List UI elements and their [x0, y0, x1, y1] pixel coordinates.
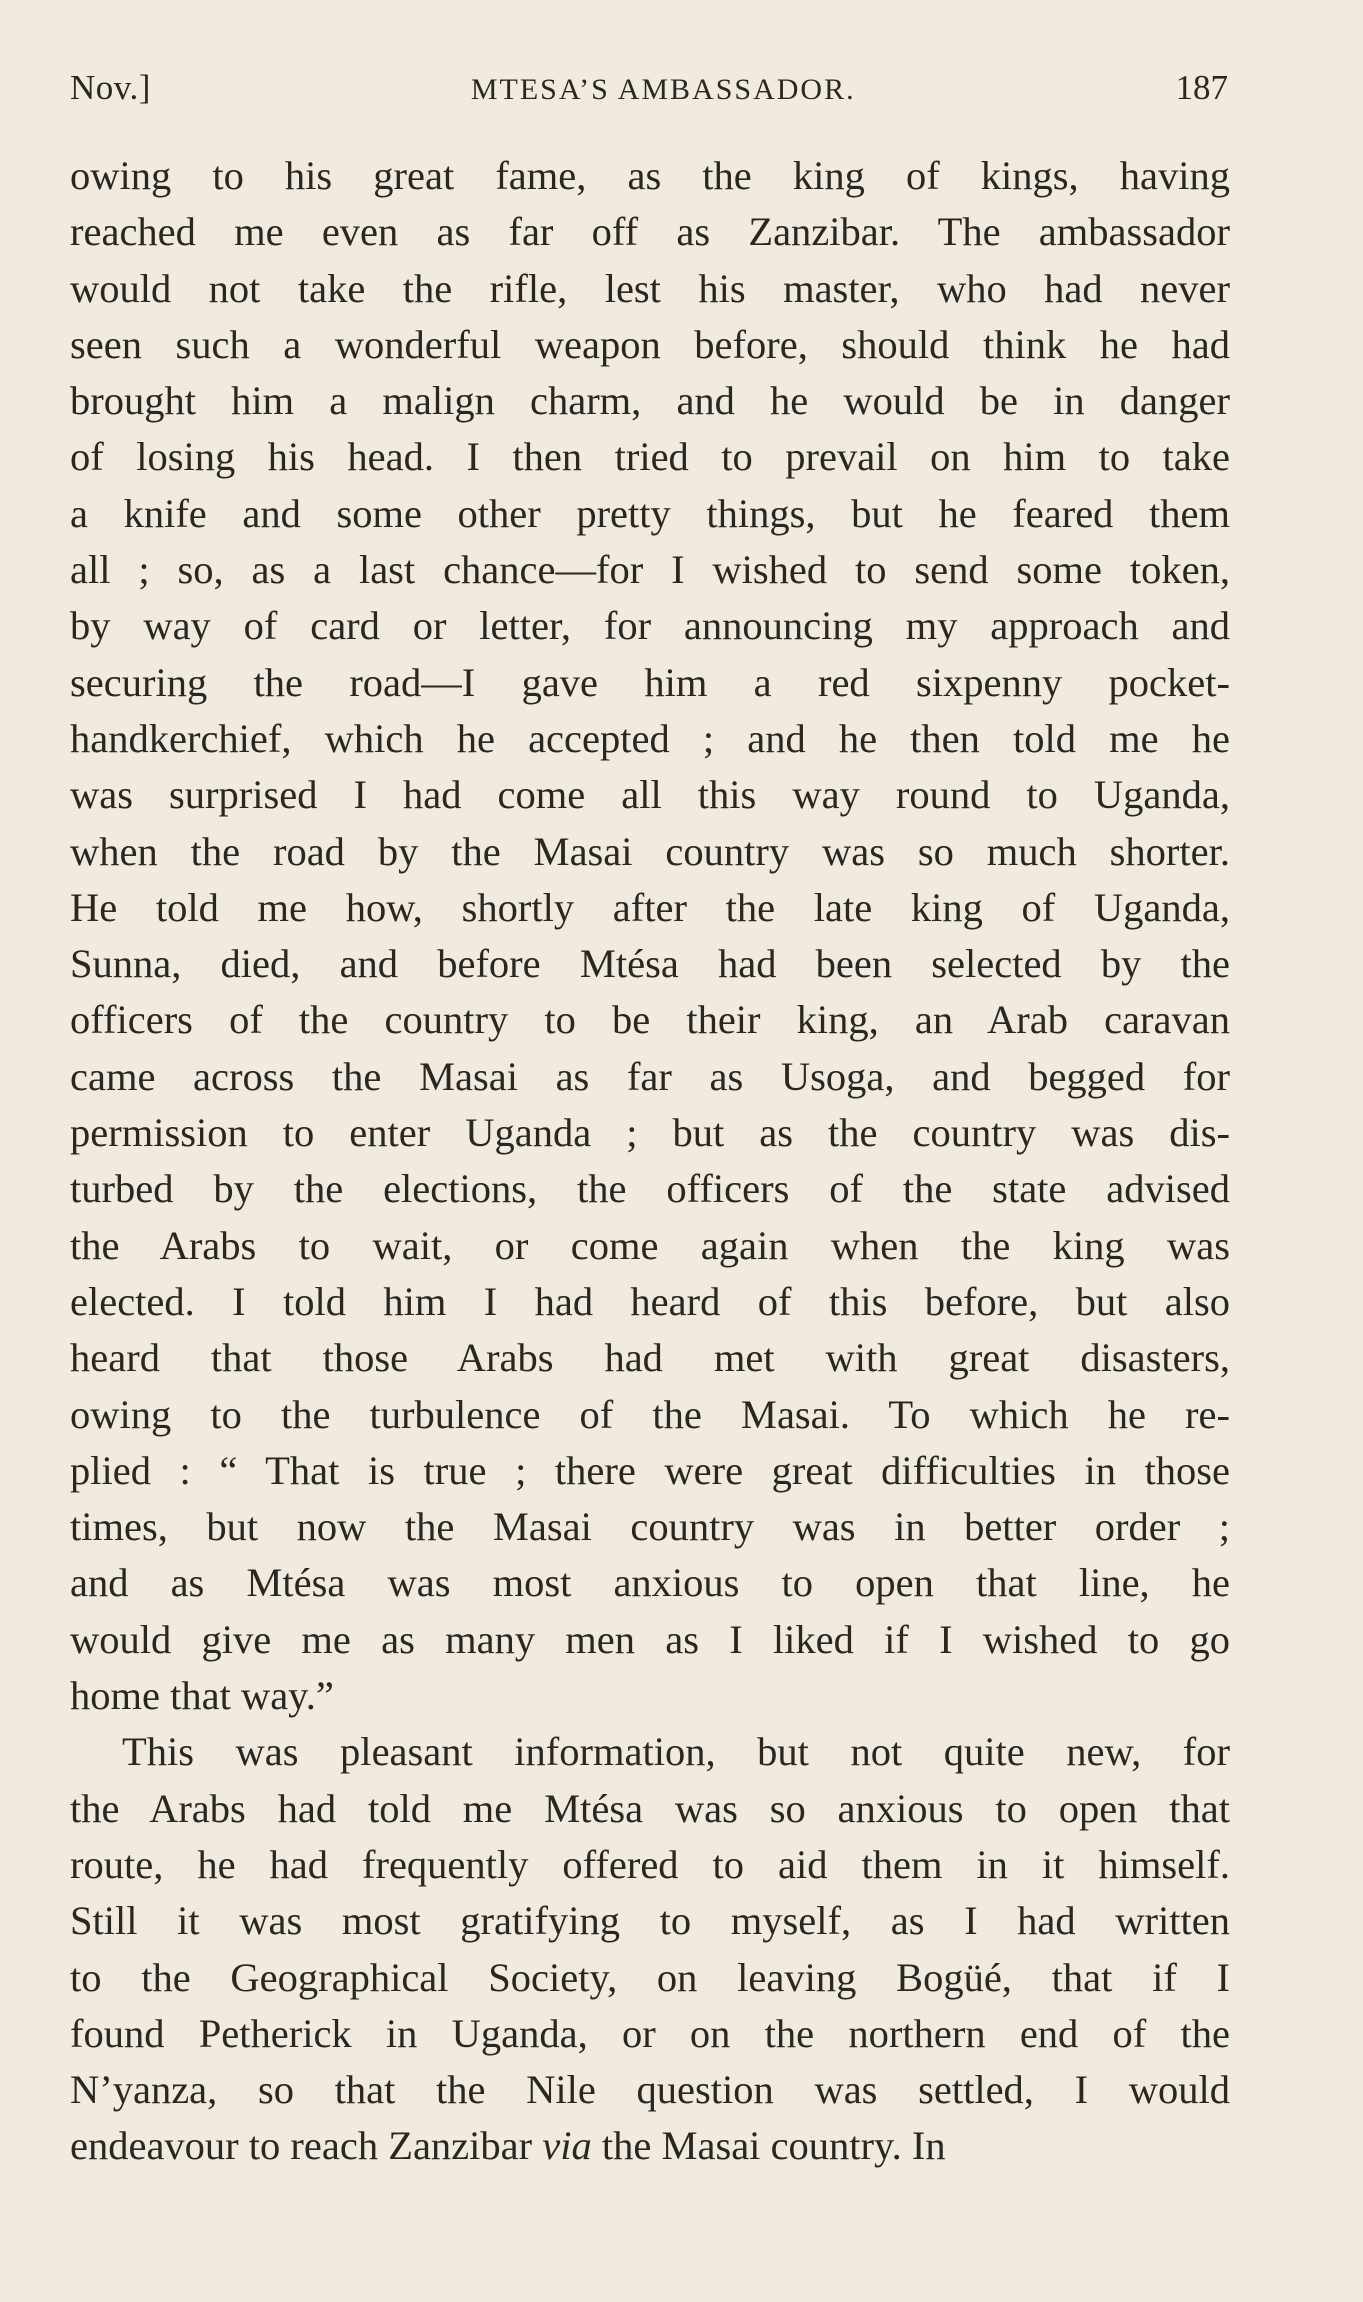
text-line: the Arabs had told me Mtésa was so anxious to open that: [70, 1785, 1230, 1831]
text-line: a knife and some other pretty things, but he feared them: [70, 490, 1230, 536]
paragraph: [70, 148, 1230, 1724]
text-line: of losing his head. I then tried to prevail on him to take: [70, 434, 1230, 480]
text-line: and as Mtésa was most anxious to open that line, he: [70, 1560, 1230, 1606]
text-line: times, but now the Masai country was in better order ;: [70, 1504, 1230, 1550]
text-line: by way of card or letter, for announcing my approach and: [70, 603, 1230, 649]
text-line: the Arabs to wait, or come again when the king was: [70, 1222, 1230, 1268]
text-line: seen such a wonderful weapon before, should think he had: [70, 321, 1230, 367]
running-head-month: Nov.]: [70, 68, 151, 107]
text-line: would give me as many men as I liked if I wished to go: [70, 1616, 1230, 1662]
running-head-title: MTESA’S AMBASSADOR.: [470, 73, 856, 106]
text-line: owing to his great fame, as the king of kings, having: [70, 153, 1230, 198]
text-line: brought him a malign charm, and he would be in danger: [70, 378, 1230, 424]
text-line: N’yanza, so that the Nile question was settled, I would: [70, 2067, 1230, 2113]
text-line: home that way.”: [70, 1673, 334, 1719]
text-line: when the road by the Masai country was so much shorter.: [70, 828, 1230, 874]
text-line: permission to enter Uganda ; but as the country was dis-: [70, 1110, 1230, 1156]
text-line: handkerchief, which he accepted ; and he then told me he: [70, 715, 1230, 761]
text-line: found Petherick in Uganda, or on the northern end of the: [70, 2010, 1230, 2056]
text-line: endeavour to reach Zanzibar via the Masai country. In: [70, 2123, 946, 2169]
text-line: would not take the rifle, lest his master, who had never: [70, 265, 1230, 311]
text-line: to the Geographical Society, on leaving Bogüé, that if I: [70, 1954, 1230, 2000]
body-text: [70, 148, 1230, 2175]
text-line: Still it was most gratifying to myself, as I had written: [70, 1898, 1230, 1944]
text-line: Sunna, died, and before Mtésa had been selected by the: [70, 941, 1230, 987]
text-line: turbed by the elections, the officers of the state advised: [70, 1166, 1230, 1212]
text-line: all ; so, as a last chance—for I wished to send some token,: [70, 547, 1230, 593]
text-line: reached me even as far off as Zanzibar. The ambassador: [70, 209, 1230, 255]
page-number: 187: [1175, 68, 1228, 107]
text-line: He told me how, shortly after the late king of Uganda,: [70, 884, 1230, 930]
text-line: elected. I told him I had heard of this before, but also: [70, 1278, 1230, 1324]
text-line: was surprised I had come all this way round to Uganda,: [70, 772, 1230, 818]
text-line: This was pleasant information, but not quite new, for: [122, 1729, 1230, 1775]
text-line: route, he had frequently offered to aid them in it himself.: [70, 1841, 1230, 1887]
paragraph: [70, 1724, 1230, 2174]
running-head: [70, 68, 1228, 118]
text-line: officers of the country to be their king, an Arab caravan: [70, 997, 1230, 1043]
text-line: owing to the turbulence of the Masai. To which he re-: [70, 1391, 1230, 1437]
text-line: plied : “ That is true ; there were great difficulties in those: [70, 1447, 1230, 1493]
text-line: heard that those Arabs had met with great disasters,: [70, 1335, 1230, 1381]
text-line: securing the road—I gave him a red sixpenny pocket-: [70, 659, 1230, 705]
text-line: came across the Masai as far as Usoga, and begged for: [70, 1053, 1230, 1099]
